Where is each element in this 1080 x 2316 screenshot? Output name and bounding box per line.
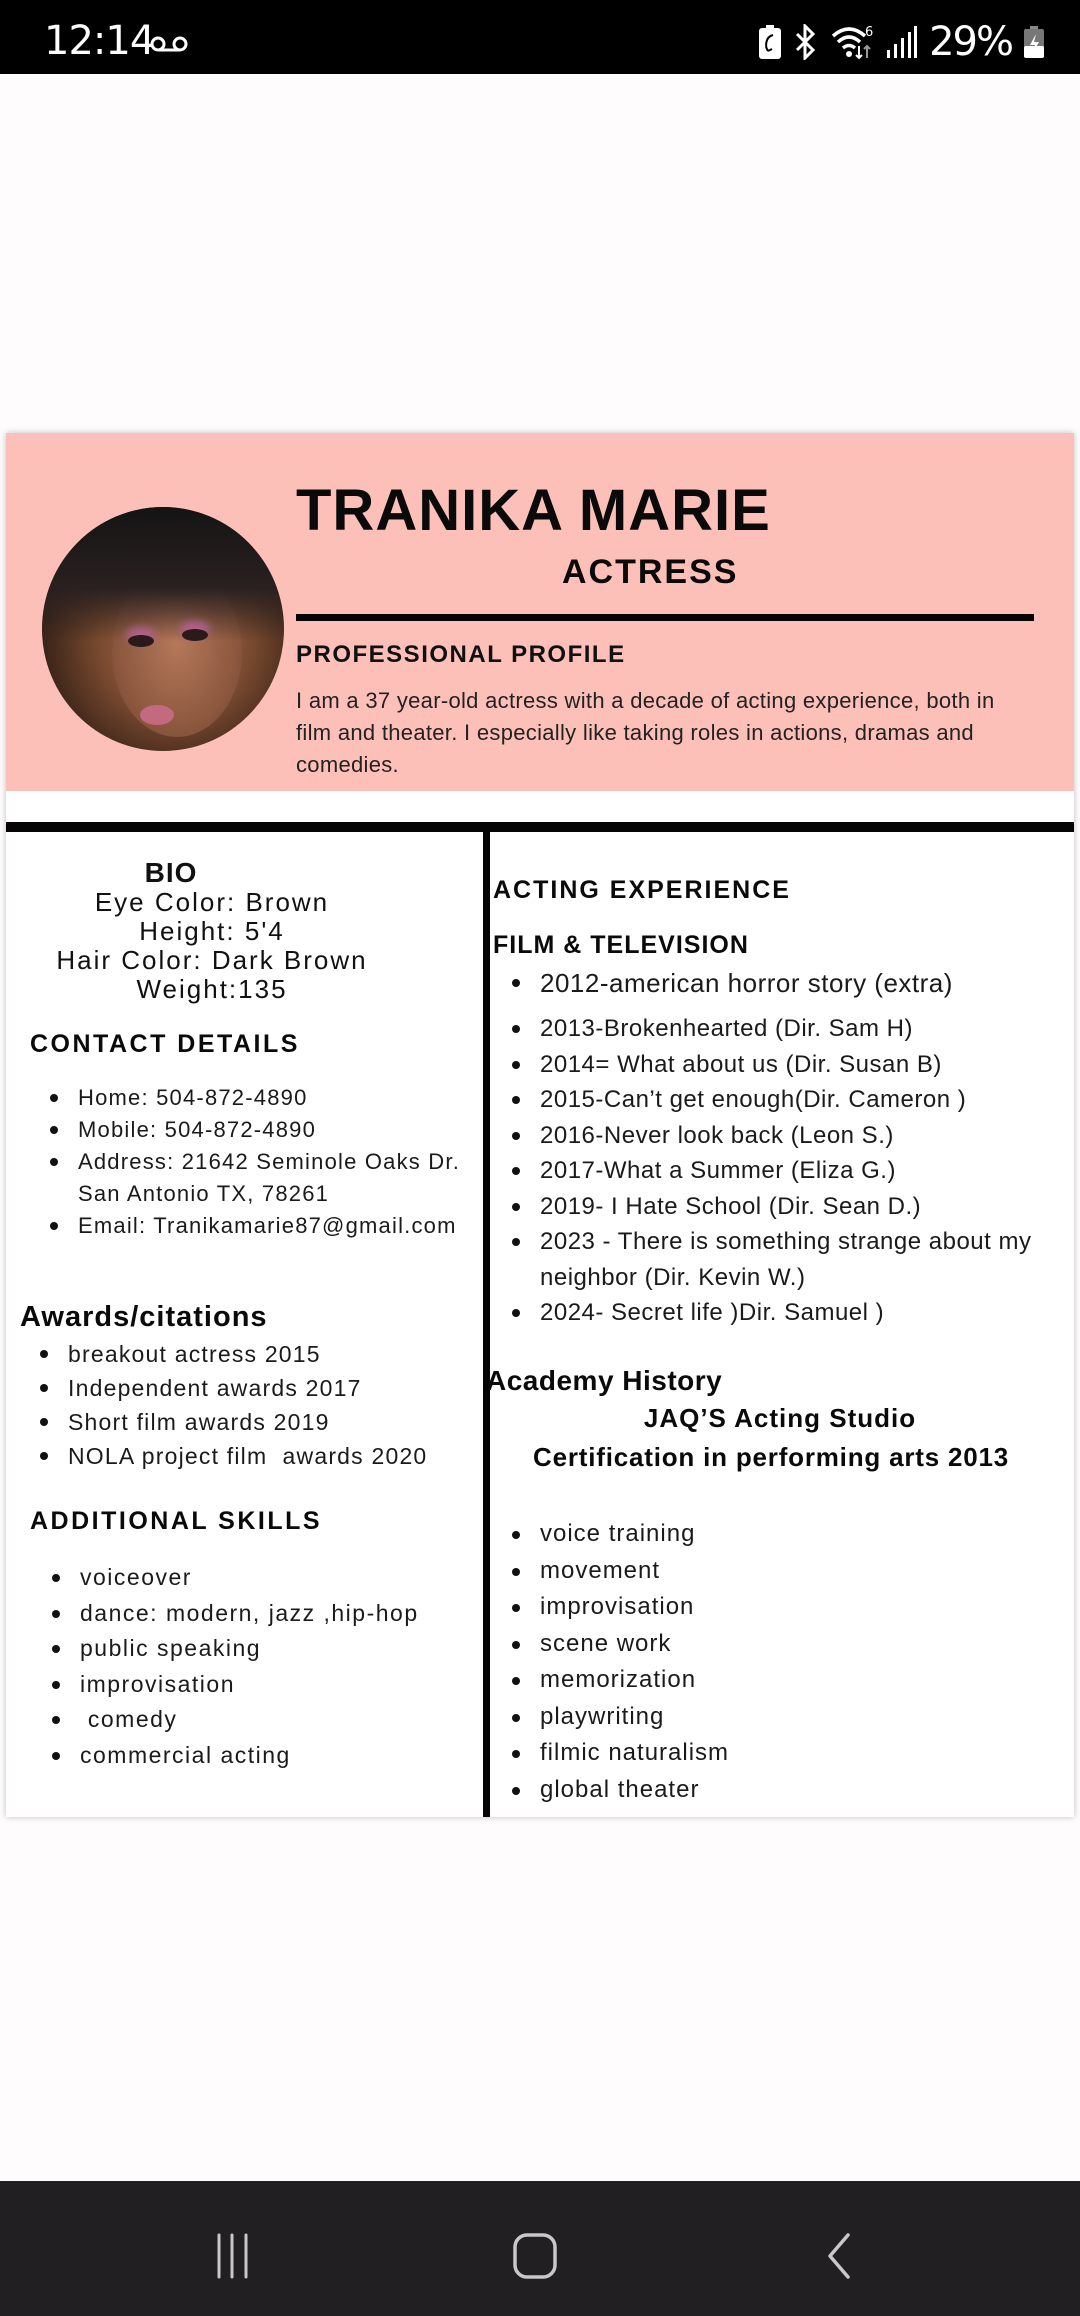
list-item: 2024- Secret life )Dir. Samuel ) bbox=[500, 1295, 1070, 1331]
list-item: 2017-What a Summer (Eliza G.) bbox=[500, 1153, 1070, 1189]
contact-list bbox=[38, 1082, 478, 1242]
contact-address: Address: 21642 Seminole Oaks Dr. San Antonio TX, 78261 bbox=[38, 1146, 478, 1210]
battery-charging-icon bbox=[1024, 26, 1044, 58]
resume-name: TRANIKA MARIE bbox=[296, 478, 771, 543]
list-item: scene work bbox=[500, 1626, 1070, 1663]
list-item: commercial acting bbox=[40, 1738, 480, 1774]
bio-heading: BIO bbox=[144, 857, 198, 888]
list-item: dance: modern, jazz ,hip-hop bbox=[40, 1596, 480, 1632]
bluetooth-icon bbox=[793, 24, 819, 60]
academy-studio: JAQ’S Acting Studio bbox=[643, 1403, 917, 1433]
list-item: NOLA project film awards 2020 bbox=[28, 1439, 478, 1473]
list-item: 2019- I Hate School (Dir. Sean D.) bbox=[500, 1189, 1070, 1225]
contact-email[interactable]: Email: Tranikamarie87@gmail.com bbox=[38, 1210, 478, 1242]
status-time: 12:14 bbox=[44, 18, 155, 64]
film-tv-heading: FILM & TELEVISION bbox=[493, 931, 749, 959]
list-item: Short film awards 2019 bbox=[28, 1405, 478, 1439]
main-divider bbox=[6, 822, 1074, 832]
navigation-bar bbox=[0, 2181, 1080, 2316]
battery-saver-icon bbox=[759, 25, 781, 59]
home-button[interactable] bbox=[495, 2221, 575, 2291]
photo-eye-right bbox=[182, 629, 208, 641]
awards-heading: Awards/citations bbox=[20, 1301, 268, 1333]
list-item: public speaking bbox=[40, 1631, 480, 1667]
academy-certification: Certification in performing arts 2013 bbox=[533, 1442, 1010, 1472]
skills-list bbox=[40, 1560, 480, 1773]
bio-eye-color: Eye Color: Brown bbox=[94, 887, 330, 917]
training-list bbox=[500, 1516, 1070, 1808]
list-item: movement bbox=[500, 1553, 1070, 1590]
acting-heading: ACTING EXPERIENCE bbox=[493, 876, 791, 904]
list-item: 2013-Brokenhearted (Dir. Sam H) bbox=[500, 1011, 1070, 1047]
header-band bbox=[6, 433, 1074, 791]
home-icon bbox=[512, 2232, 558, 2280]
resume-document[interactable] bbox=[6, 433, 1074, 1817]
svg-text:6: 6 bbox=[865, 25, 874, 40]
recent-apps-icon bbox=[213, 2233, 253, 2279]
academy-heading: Academy History bbox=[486, 1365, 723, 1396]
list-item: improvisation bbox=[500, 1589, 1070, 1626]
profile-text: I am a 37 year-old actress with a decade of acting experience, both in film and theater. I especially like taking roles in actions, dramas and comedies. bbox=[296, 688, 995, 777]
list-item: memorization bbox=[500, 1662, 1070, 1699]
bio-details bbox=[6, 888, 418, 1004]
skills-heading: ADDITIONAL SKILLS bbox=[30, 1507, 323, 1535]
list-item: 2023 - There is something strange about my neighbor (Dir. Kevin W.) bbox=[500, 1224, 1070, 1295]
recent-apps-button[interactable] bbox=[193, 2221, 273, 2291]
bio-hair-color: Hair Color: Dark Brown bbox=[56, 945, 368, 975]
header-divider bbox=[296, 614, 1034, 621]
contact-home: Home: 504-872-4890 bbox=[38, 1082, 478, 1114]
list-item: playwriting bbox=[500, 1699, 1070, 1736]
list-item: Independent awards 2017 bbox=[28, 1371, 478, 1405]
profile-heading: PROFESSIONAL PROFILE bbox=[296, 641, 626, 668]
list-item: 2015-Can’t get enough(Dir. Cameron ) bbox=[500, 1082, 1070, 1118]
wifi-6-icon bbox=[831, 24, 875, 60]
status-icons bbox=[759, 19, 1044, 65]
list-item: 2014= What about us (Dir. Susan B) bbox=[500, 1047, 1070, 1083]
bio-height: Height: 5'4 bbox=[139, 916, 285, 946]
back-icon bbox=[824, 2232, 854, 2280]
list-item: voice training bbox=[500, 1516, 1070, 1553]
contact-heading: CONTACT DETAILS bbox=[30, 1030, 300, 1058]
status-bar bbox=[0, 0, 1080, 74]
list-item: comedy bbox=[40, 1702, 480, 1738]
film-list-first bbox=[500, 963, 1070, 1003]
voicemail-icon bbox=[150, 36, 188, 52]
list-item: 2016-Never look back (Leon S.) bbox=[500, 1118, 1070, 1154]
photo-hair bbox=[42, 507, 284, 641]
list-item: 2012-american horror story (extra) bbox=[500, 963, 1070, 1003]
list-item: improvisation bbox=[40, 1667, 480, 1703]
list-item: voiceover bbox=[40, 1560, 480, 1596]
photo-eye-left bbox=[128, 635, 154, 647]
photo-lips bbox=[140, 705, 174, 725]
battery-percent: 29% bbox=[929, 19, 1012, 65]
list-item: breakout actress 2015 bbox=[28, 1337, 478, 1371]
profile-photo bbox=[42, 507, 284, 751]
signal-icon bbox=[887, 26, 917, 58]
column-divider bbox=[483, 828, 490, 1817]
resume-role: ACTRESS bbox=[562, 553, 739, 591]
back-button[interactable] bbox=[799, 2221, 879, 2291]
list-item: global theater bbox=[500, 1772, 1070, 1809]
list-item: filmic naturalism bbox=[500, 1735, 1070, 1772]
awards-list bbox=[28, 1337, 478, 1473]
contact-mobile: Mobile: 504-872-4890 bbox=[38, 1114, 478, 1146]
bio-weight: Weight:135 bbox=[136, 974, 288, 1004]
film-list bbox=[500, 1011, 1070, 1331]
